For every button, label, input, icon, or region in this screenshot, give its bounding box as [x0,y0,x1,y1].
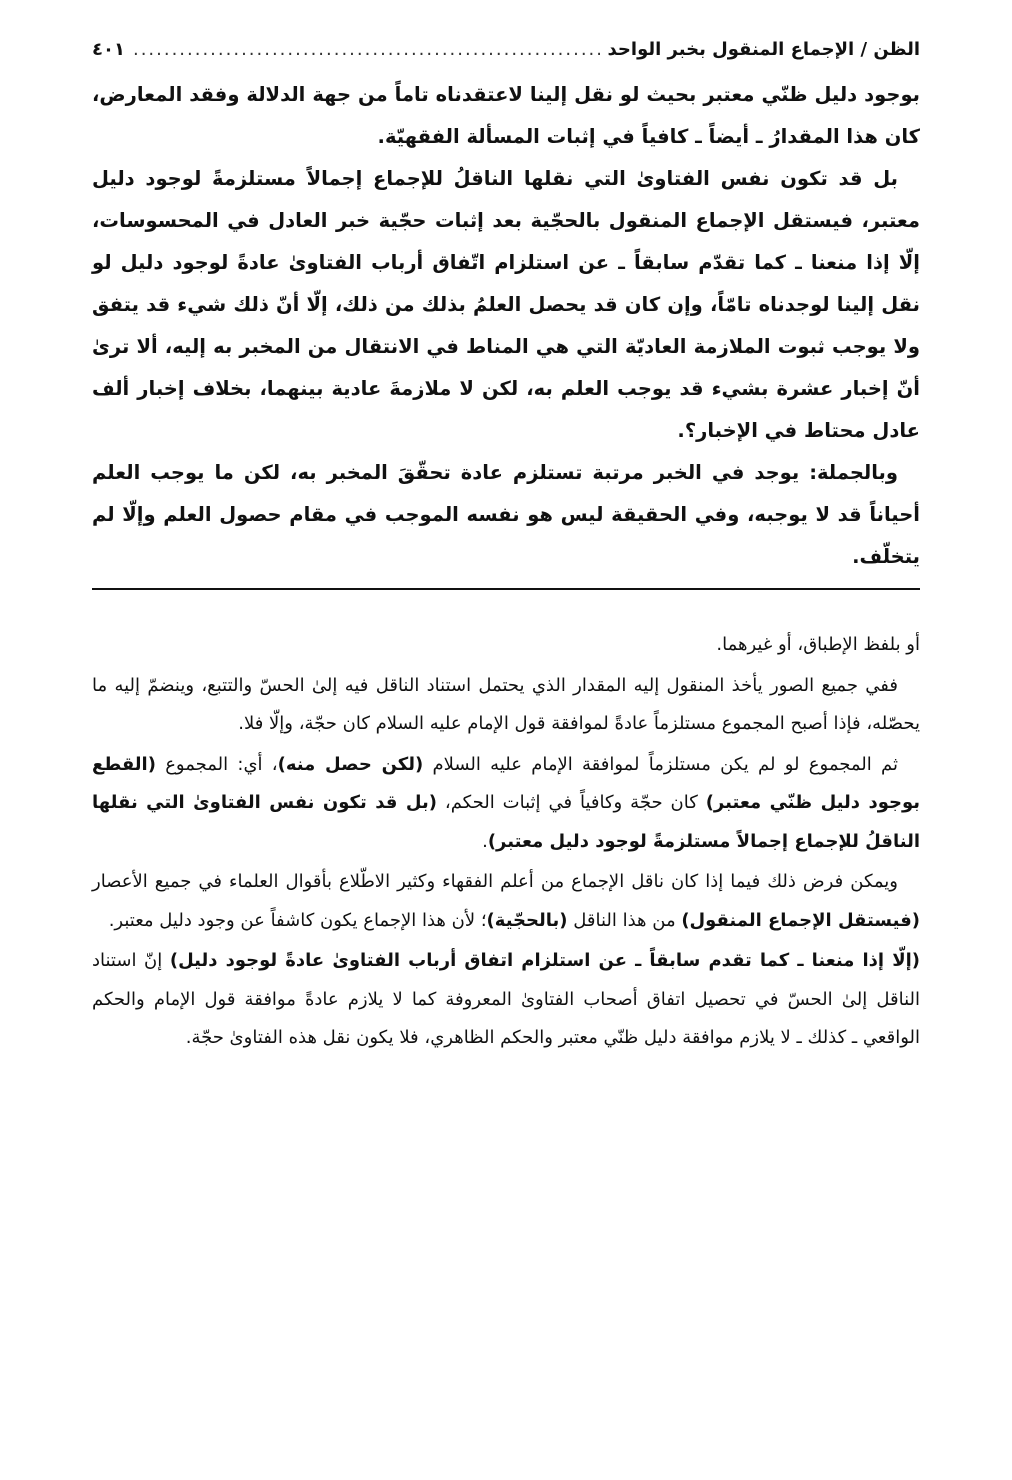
main-text [92,74,920,578]
quoted-phrase: (فيستقل الإجماع المنقول) [681,909,920,931]
commentary-paragraph-2: ففي جميع الصور يأخذ المنقول إليه المقدار الذي يحتمل استناد الناقل فيه إلىٰ الحسّ والتتبع، وينضمّ إليه ما يحصّله، فإذا أصبح المجموع مستلزماً عادةً لموافقة قول الإمام عليه السلام كان حجّة، وإلّا فلا. [92,674,920,734]
main-paragraph-3: وبالجملة: يوجد في الخبر مرتبة تستلزم عادة تحقّقَ المخبر به، لكن ما يوجب العلم أحياناً قد لا يوجبه، وفي الحقيقة ليس هو نفسه الموجب في مقام حصول العلم وإلّا لم يتخلّف. [92,461,920,568]
main-paragraph-1: بوجود دليل ظنّي معتبر بحيث لو نقل إلينا لاعتقدناه تاماً من جهة الدلالة وفقد المعارض، كان هذا المقدارُ ـ أيضاً ـ كافياً في إثبات المسألة الفقهيّة. [92,83,920,148]
main-paragraph-2: بل قد تكون نفس الفتاوىٰ التي نقلها الناقلُ للإجماع إجمالاً مستلزمةً لوجود دليل معتبر، فيستقل الإجماع المنقول بالحجّية بعد إثبات حجّية خبر العادل في المحسوسات، إلّا إذا منعنا ـ كما تقدّم سابقاً ـ عن استلزام اتّفاق أرباب الفتاوىٰ عادةً لوجود دليل لو نقل إلينا لوجدناه تامّاً، وإن كان قد يحصل العلمُ بذلك من ذلك، إلّا أنّ ذلك شيء قد يتفق ولا يوجب ثبوت الملازمة العاديّة التي هي المناط في الانتقال من المخبر به إليه، ألا ترىٰ أنّ إخبار عشرة بشيء قد يوجب العلم به، لكن لا ملازمةَ عادية بينهما، بخلاف إخبار ألف عادل محتاط في الإخبار؟. [92,167,920,442]
running-header [92,30,920,74]
commentary-text: . [482,830,488,852]
leader-dots [133,30,600,70]
quoted-phrase: (بل قد تكون نفس الفتاوىٰ التي نقلها الناقلُ للإجماع إجمالاً مستلزمةً لوجود دليل معتبر) [92,792,920,852]
commentary-paragraph-1: أو بلفظ الإطباق، أو غيرهما. [716,634,920,655]
commentary-text: ثم المجموع لو لم يكن مستلزماً لموافقة الإمام عليه السلام [423,753,898,775]
commentary-text: إنّ استناد الناقل إلىٰ الحسّ في تحصيل اتفاق أصحاب الفتاوىٰ المعروفة كما لا يلازم عادةً موافقة قول الإمام والحكم الواقعي ـ كذلك ـ لا يلازم موافقة دليل ظنّي معتبر والحكم الظاهري، فلا يكون نقل هذه الفتاوىٰ حجّة. [92,950,920,1048]
quoted-phrase: (لكن حصل منه) [277,753,424,775]
commentary-text: من هذا الناقل [567,909,682,931]
commentary-paragraph-3 [92,746,920,862]
footnote-divider [92,588,920,590]
commentary-text: ؛ لأن هذا الإجماع يكون كاشفاً عن وجود دليل معتبر. [108,909,487,931]
quoted-phrase: (بالحجّية) [486,909,568,931]
commentary-text: ويمكن فرض ذلك فيما إذا كان ناقل الإجماع من أعلم الفقهاء وكثير الاطّلاع بأقوال العلماء في جميع الأعصار [92,871,898,892]
running-title: الظن / الإجماع المنقول بخبر الواحد [607,39,920,60]
commentary-text: كان حجّة وكافياً في إثبات الحكم، [436,792,706,813]
commentary-paragraph-5 [92,942,920,1058]
quoted-phrase: (القطع بوجود دليل ظنّي معتبر) [92,753,921,813]
commentary-section [92,626,920,1058]
commentary-paragraph-4 [92,863,920,940]
commentary-text: ، أي: المجموع [155,753,278,775]
page-number: ٤٠١ [92,39,125,60]
document-page [92,30,920,1060]
quoted-phrase: (إلّا إذا منعنا ـ كما تقدم سابقاً ـ عن استلزام اتفاق أرباب الفتاوىٰ عادةً لوجود دليل) [169,950,921,971]
